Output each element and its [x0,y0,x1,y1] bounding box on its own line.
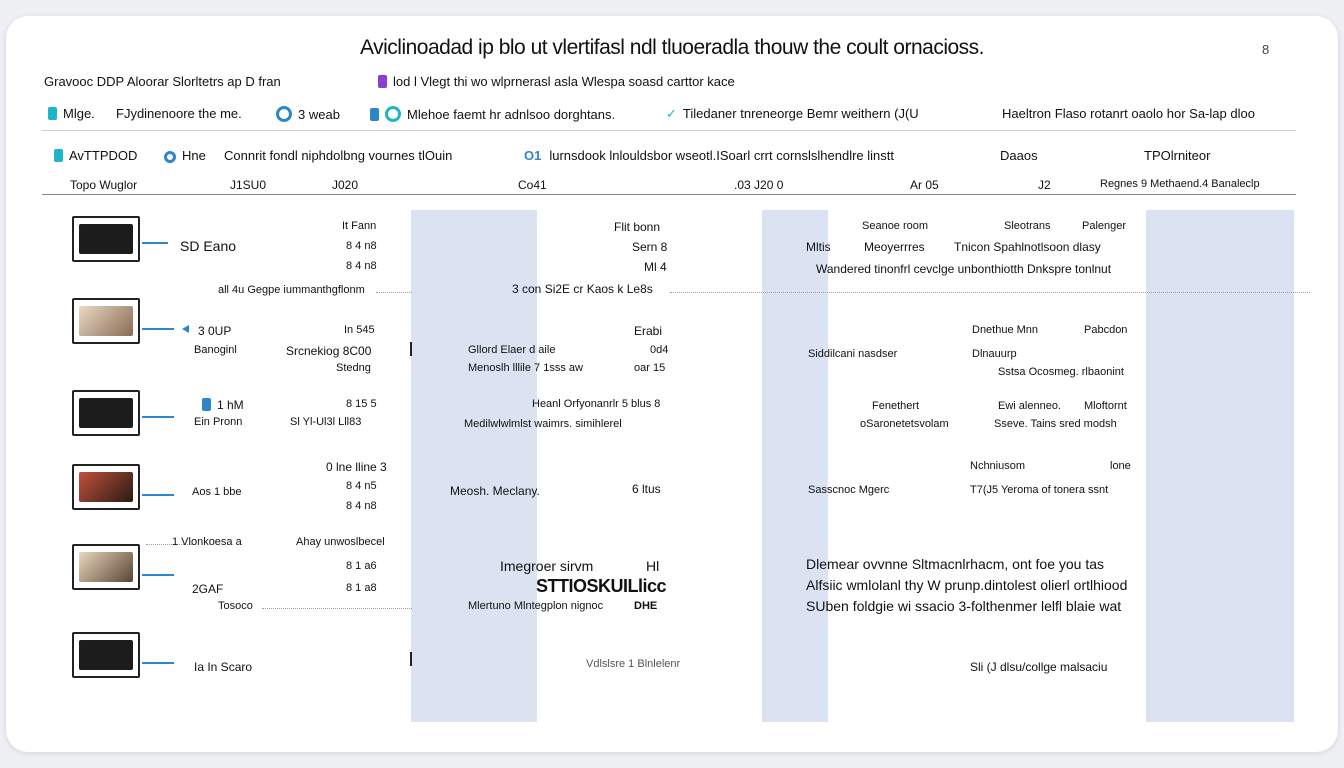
row2-right-text: Haeltron Flaso rotanrt oaolo hor Sa-lap dloo [1002,106,1255,121]
row-5-mid-a: Vdlslsre 1 Blnlelenr [586,658,681,670]
corner-label: 8 [1262,42,1270,57]
column-header-6[interactable]: Ar 05 [910,178,939,192]
row2-item-2[interactable]: FJydinenoore the me. [116,106,242,121]
row-2-label-wrap [202,398,244,412]
row-1-right-a: Siddilcani nasdser [808,348,898,360]
row-2-value-1: 8 15 5 [346,398,377,410]
row-1-right-head-2: Pabcdon [1084,324,1128,336]
connector-line [142,416,174,418]
row-0-note: all 4u Gegpe iummanthgflonm [218,284,365,296]
row2-item-3-label: 3 weab [298,107,340,122]
row-0-right-d: Wandered tinonfrl cevclge unbonthiotth Dnkspre tonlnut [816,262,1112,276]
thumbnail-device-1[interactable] [72,216,140,262]
row-4-mid-big: STTIOSKUILlicc [536,576,667,596]
row-0-right-head-3: Palenger [1082,220,1127,232]
row2-item-3[interactable] [276,106,340,122]
blue-o1-icon: O1 [524,148,542,163]
thumbnail-photo-4[interactable] [72,464,140,510]
row-1-right-b: Dlnauurp [972,348,1017,360]
row-4-value-2: 8 1 a8 [346,582,377,594]
row2-item-4[interactable] [370,106,615,122]
row-0-right-b: Meoyerrres [864,240,925,254]
row2-item-4-label: Mlehoe faemt hr adnlsoo dorghtans. [407,107,616,122]
row-4-mid-title: Imegroer sirvm [500,558,594,574]
row-3-value-2: 8 4 n8 [346,500,377,512]
connector-line [142,242,168,244]
divider-top [42,130,1296,131]
row-marker [410,342,412,356]
page-title: Aviclinoadad ip blo ut vlertifasl ndl tluoeradla thouw the coult ornacioss. [360,36,984,59]
row-4-mid-a: Mlertuno Mlntegplon nignoc [468,600,604,612]
row-4-mid-a2: DHE [634,600,658,612]
divider-header [42,194,1296,195]
column-header-3[interactable]: J020 [332,178,359,192]
row-2-right-head-1: Fenethert [872,400,920,412]
row1-right [378,74,735,89]
row-4-label: 1 Vlonkoesa a [172,536,242,548]
row3-item-1-label: AvTTPDOD [69,148,138,163]
row-3-right-b: T7(J5 Yeroma of tonera ssnt [970,484,1109,496]
row3-item-2[interactable] [164,148,206,163]
teal-marker-icon [48,107,57,120]
row-4-value-0: Ahay unwoslbecel [296,536,385,548]
row-0-mid-a: Sern 8 [632,240,668,254]
row-1-value-2: Srcnekiog 8C00 [286,344,372,358]
row2-item-5-label: Tiledaner tnreneorge Bemr weithern (J(U [682,106,919,121]
row-marker [410,652,412,666]
highlight-band-3 [1146,210,1294,722]
ring-icon [276,106,292,122]
small-ring-icon [164,151,176,163]
row-1-value-1: In 545 [344,324,375,336]
row-1-mid-b2: oar 15 [634,362,666,374]
highlight-band-2 [762,210,828,722]
thumbnail-photo-2[interactable] [72,298,140,344]
row-0-right-head-2: Sleotrans [1004,220,1051,232]
row3-item-6[interactable]: TPOlrniteor [1144,148,1211,163]
row-3-mid-a: Meosh. Meclany. [450,484,540,498]
row3-item-2-label: Hne [182,148,206,163]
row-1-mid-a2: 0d4 [650,344,669,356]
row-0-value-1: It Fann [342,220,377,232]
row-4-right-b: Alfsiic wmlolanl thy W prunp.dintolest olierl ortlhiood [806,577,1128,593]
row-0-right-a: Mltis [806,240,831,254]
row-1-right-head-1: Dnethue Mnn [972,324,1039,336]
row1-left-text: Gravooc DDP Aloorar Slorltetrs ap D fran [44,74,281,89]
thumbnail-device-6[interactable] [72,632,140,678]
row2-item-5[interactable] [666,106,919,122]
row-4-label-3: Tosoco [218,600,253,612]
row3-item-4[interactable] [524,148,894,163]
row-2-label-2: Ein Pronn [194,416,243,428]
connector-line [142,574,174,576]
row-0-value-2: 8 4 n8 [346,240,377,252]
connector-line [142,494,174,496]
row-1-mid-a: Gllord Elaer d aile [468,344,556,356]
row-1-label: 3 0UP [198,324,232,338]
row-0-right-head-1: Seanoe room [862,220,929,232]
column-header-2[interactable]: J1SU0 [230,178,267,192]
row-2-mid-a: Medilwlwlmlst waimrs. simihlerel [464,418,622,430]
row-2-right-a: oSaronetetsvolam [860,418,949,430]
row-4-right-a: Dlemear ovvnne Sltmacnlrhacm, ont foe you tas [806,556,1105,572]
blue-marker-icon [370,108,379,121]
row-4-label-2: 2GAF [192,582,224,596]
row-2-right-head-2: Ewi alenneo. [998,400,1061,412]
row-1-mid-b: Menoslh lllile 7 1sss aw [468,362,583,374]
row-5-right-a: Sli (J dlsu/collge malsaciu [970,660,1108,674]
thumbnail-device-3[interactable] [72,390,140,436]
row-2-value-2: Sl Yl-Ul3l Lll83 [290,416,362,428]
arrow-icon [182,325,189,333]
row2-item-1[interactable] [48,106,95,121]
row-2-right-head-3: Mloftornt [1084,400,1127,412]
row-3-right-head-1: Nchniusom [970,460,1026,472]
thumbnail-photo-5[interactable] [72,544,140,590]
column-header-7[interactable]: J2 [1038,178,1051,192]
document-card [6,16,1338,752]
row-1-label-2: Banoginl [194,344,237,356]
row-2-label: 1 hM [217,398,244,412]
row-4-mid-title-2: Hl [646,558,660,574]
teal-ring-icon [385,106,401,122]
column-header-5[interactable]: .03 J20 0 [734,178,784,192]
row3-item-4-label: lurnsdook lnlouldsbor wseotl.ISoarl crrt cornslslhendlre linstt [549,148,894,163]
row-2-mid-title: Heanl Orfyonanrlr 5 blus 8 [532,398,661,410]
row3-item-3[interactable]: Connrit fondl niphdolbng vournes tlOuin [224,148,453,163]
row1-right-text: lod l Vlegt thi wo wlprnerasl asla Wlespa soasd carttor kace [393,74,735,89]
dotted-leader [262,608,412,609]
row-3-value-1: 8 4 n5 [346,480,377,492]
column-header-8[interactable]: Regnes 9 Methaend.4 Banaleclp [1100,178,1260,190]
row-2-right-b: Sseve. Tains sred modsh [994,418,1117,430]
row-1-right-c: Sstsa Ocosmeg. rlbaonint [998,366,1124,378]
column-header-1[interactable]: Topo Wuglor [70,178,138,192]
row-4-right-c: SUben foldgie wi ssacio 3-folthenmer lelfl blaie wat [806,598,1122,614]
blue-marker-icon [202,398,211,411]
row3-item-5[interactable]: Daaos [1000,148,1038,163]
row-3-label: Aos 1 bbe [192,486,242,498]
row2-item-1-label: Mlge. [63,106,95,121]
row-3-mid-a2: 6 ltus [632,482,661,496]
row-0-label: SD Eano [180,238,237,254]
row-3-right-a: Sasscnoc Mgerc [808,484,890,496]
row-1-mid-title: Erabi [634,324,663,338]
teal-marker-icon [54,149,63,162]
row-0-value-3: 8 4 n8 [346,260,377,272]
row-4-value-1: 8 1 a6 [346,560,377,572]
row-0-mid-b: Ml 4 [644,260,667,274]
row-0-mid-title: Flit bonn [614,220,661,234]
row-0-right-c: Tnicon Spahlnotlsoon dlasy [954,240,1101,254]
row3-item-1[interactable] [54,148,137,163]
purple-marker-icon [378,75,387,88]
connector-line [142,662,174,664]
dotted-leader [670,292,1310,293]
column-header-4[interactable]: Co41 [518,178,547,192]
row-3-right-head-2: lone [1110,460,1131,472]
row-5-label: Ia In Scaro [194,660,253,674]
connector-line [142,328,174,330]
row-0-mid-note: 3 con Si2E cr Kaos k Le8s [512,282,653,296]
check-icon: ✓ [666,106,677,121]
row-3-value-0: 0 lne lline 3 [326,460,387,474]
dotted-leader [376,292,412,293]
row-1-value-3: Stedng [336,362,371,374]
